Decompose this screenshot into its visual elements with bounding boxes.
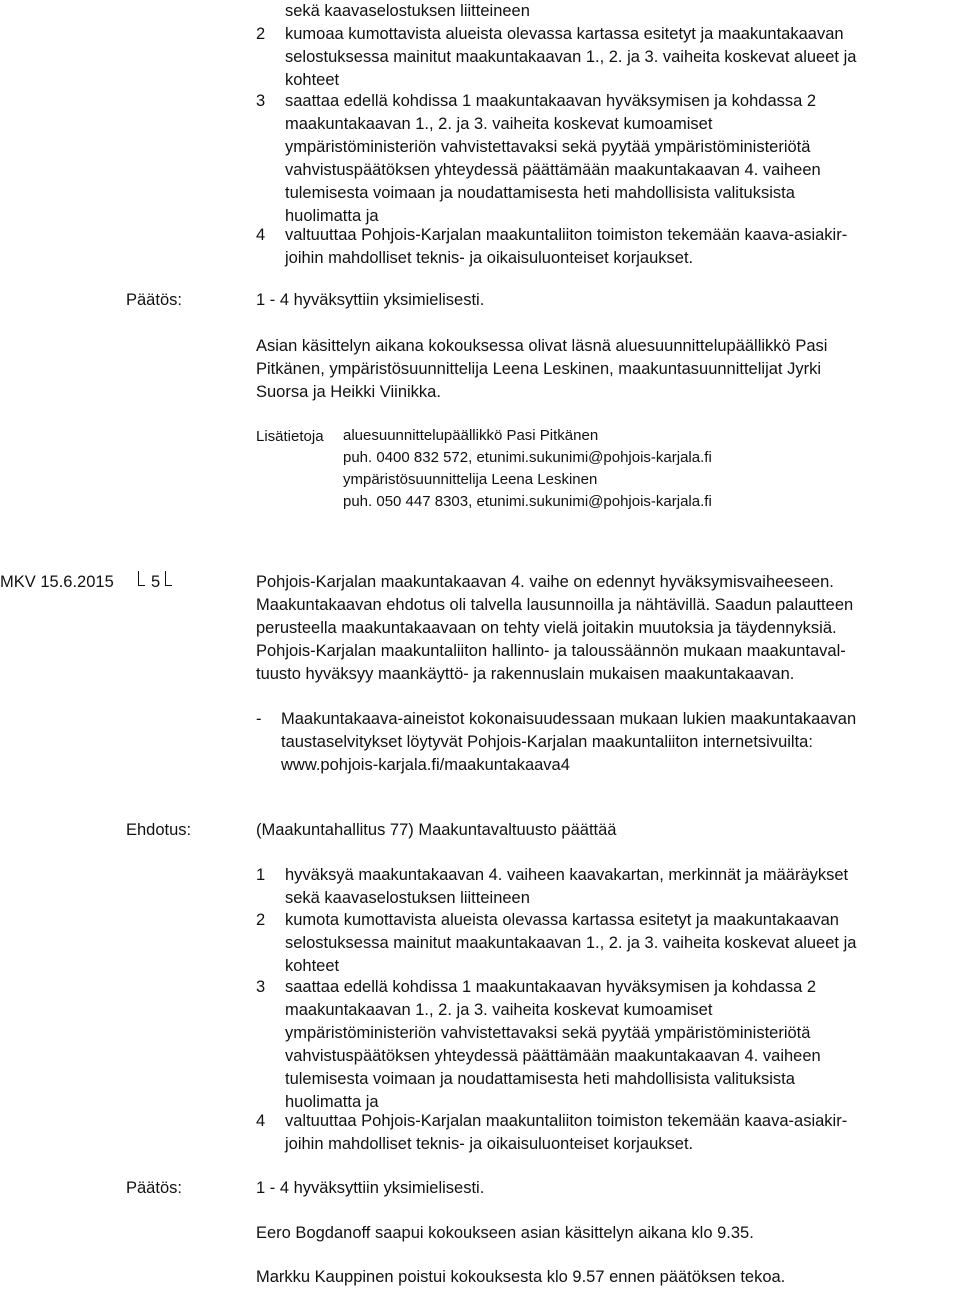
contact-label: Lisätietoja: [256, 428, 324, 445]
paragraph-line: tuusto hyväksyy maankäyttö- ja rakennuslain mukaisen maakuntakaavan.: [256, 665, 795, 683]
list-text-line: tulemisesta voimaan ja noudattamisesta heti mahdollisista valituksista: [285, 184, 795, 202]
list-text-line: hyväksyä maakuntakaavan 4. vaiheen kaavakartan, merkinnät ja määräykset: [285, 866, 849, 884]
paragraph-line: perusteella maakuntakaavaan on tehty vielä joitakin muutoksia ja täydennyksiä.: [256, 619, 837, 637]
list-number: 2: [256, 25, 266, 43]
list-text-line: tulemisesta voimaan ja noudattamisesta heti mahdollisista valituksista: [285, 1070, 795, 1088]
list-number: 3: [256, 978, 266, 996]
contact-line: ympäristösuunnittelija Leena Leskinen: [343, 471, 598, 488]
list-text-line: ympäristöministeriön vahvistettavaksi sekä pyytää ympäristöministeriötä: [285, 138, 811, 156]
list-text-line: huolimatta ja: [285, 1093, 379, 1111]
list-text-line: valtuuttaa Pohjois-Karjalan maakuntaliiton toimiston tekemään kaava-asiakir-: [285, 226, 848, 244]
list-text-line: saattaa edellä kohdissa 1 maakuntakaavan hyväksymisen ja kohdassa 2: [285, 92, 817, 110]
paragraph-line: Maakuntakaavan ehdotus oli talvella lausunnoilla ja nähtävillä. Saadun palautteen: [256, 596, 854, 614]
list-text-line: kohteet: [285, 71, 340, 89]
section-reference: MKV 15.6.2015: [0, 573, 114, 591]
paragraph-line: Asian käsittelyn aikana kokouksessa olivat läsnä aluesuunnittelupäällikkö Pasi: [256, 337, 828, 355]
list-text-line: selostuksessa mainitut maakuntakaavan 1., 2. ja 3. vaiheita koskevat alueet ja: [285, 48, 857, 66]
list-number: 2: [256, 911, 266, 929]
list-text-line: maakuntakaavan 1., 2. ja 3. vaiheita koskevat kumoamiset: [285, 115, 713, 133]
list-text-line: saattaa edellä kohdissa 1 maakuntakaavan hyväksymisen ja kohdassa 2: [285, 978, 817, 996]
list-text-line: valtuuttaa Pohjois-Karjalan maakuntaliiton toimiston tekemään kaava-asiakir-: [285, 1112, 848, 1130]
decision-text: 1 - 4 hyväksyttiin yksimielisesti.: [256, 291, 485, 309]
paragraph-line: Pohjois-Karjalan maakuntakaavan 4. vaihe on edennyt hyväksymisvaiheeseen.: [256, 573, 834, 591]
list-text-line: maakuntakaavan 1., 2. ja 3. vaiheita koskevat kumoamiset: [285, 1001, 713, 1019]
list-number: 3: [256, 92, 266, 110]
contact-line: puh. 0400 832 572, etunimi.sukunimi@pohjois-karjala.fi: [343, 449, 712, 466]
bullet-link[interactable]: www.pohjois-karjala.fi/maakuntakaava4: [281, 756, 570, 774]
list-text-line: ympäristöministeriön vahvistettavaksi sekä pyytää ympäristöministeriötä: [285, 1024, 811, 1042]
list-number: 4: [256, 1112, 266, 1130]
list-text-line: sekä kaavaselostuksen liitteineen: [285, 2, 530, 20]
bullet-line: Maakuntakaava-aineistot kokonaisuudessaan mukaan lukien maakuntakaavan: [281, 710, 857, 728]
section-number: 5: [151, 573, 161, 591]
bullet-line: taustaselvitykset löytyvät Pohjois-Karjalan maakuntaliiton internetsivuilta:: [281, 733, 813, 751]
list-text-line: vahvistuspäätöksen yhteydessä päättämään maakuntakaavan 4. vaiheen: [285, 1047, 821, 1065]
list-text-line: kumota kumottavista alueista olevassa kartassa esitetyt ja maakuntakaavan: [285, 911, 839, 929]
list-text-line: kohteet: [285, 957, 340, 975]
list-text-line: selostuksessa mainitut maakuntakaavan 1., 2. ja 3. vaiheita koskevat alueet ja: [285, 934, 857, 952]
note-departure: Markku Kauppinen poistui kokouksesta klo 9.57 ennen päätöksen tekoa.: [256, 1268, 786, 1286]
bullet-dash: -: [256, 710, 262, 728]
list-text-line: joihin mahdolliset teknis- ja oikaisuluonteiset korjaukset.: [285, 1135, 694, 1153]
contact-details: [343, 425, 943, 513]
note-arrival: Eero Bogdanoff saapui kokoukseen asian käsittelyn aikana klo 9.35.: [256, 1224, 754, 1242]
tab-marker: [138, 571, 145, 586]
proposal-text: (Maakuntahallitus 77) Maakuntavaltuusto päättää: [256, 821, 617, 839]
paragraph-line: Pitkänen, ympäristösuunnittelija Leena Leskinen, maakuntasuunnittelijat Jyrki: [256, 360, 821, 378]
decision-label: Päätös:: [126, 1179, 182, 1197]
proposal-label: Ehdotus:: [126, 821, 192, 839]
list-text-line: vahvistuspäätöksen yhteydessä päättämään maakuntakaavan 4. vaiheen: [285, 161, 821, 179]
tab-marker: [165, 571, 172, 586]
paragraph-line: Pohjois-Karjalan maakuntaliiton hallinto- ja taloussäännön mukaan maakuntaval-: [256, 642, 846, 660]
decision-text: 1 - 4 hyväksyttiin yksimielisesti.: [256, 1179, 485, 1197]
contact-line: aluesuunnittelupäällikkö Pasi Pitkänen: [343, 427, 599, 444]
decision-label: Päätös:: [126, 291, 182, 309]
contact-line: puh. 050 447 8303, etunimi.sukunimi@pohjois-karjala.fi: [343, 493, 712, 510]
section-body: [256, 571, 960, 686]
bullet-text: [281, 708, 960, 777]
attendance-paragraph: [256, 335, 960, 404]
list-text-line: sekä kaavaselostuksen liitteineen: [285, 889, 530, 907]
list-text-line: kumoaa kumottavista alueista olevassa kartassa esitetyt ja maakuntakaavan: [285, 25, 844, 43]
list-number: 4: [256, 226, 266, 244]
paragraph-line: Suorsa ja Heikki Viinikka.: [256, 383, 441, 401]
list-text-line: joihin mahdolliset teknis- ja oikaisuluonteiset korjaukset.: [285, 249, 694, 267]
list-number: 1: [256, 866, 266, 884]
list-text-line: huolimatta ja: [285, 207, 379, 225]
